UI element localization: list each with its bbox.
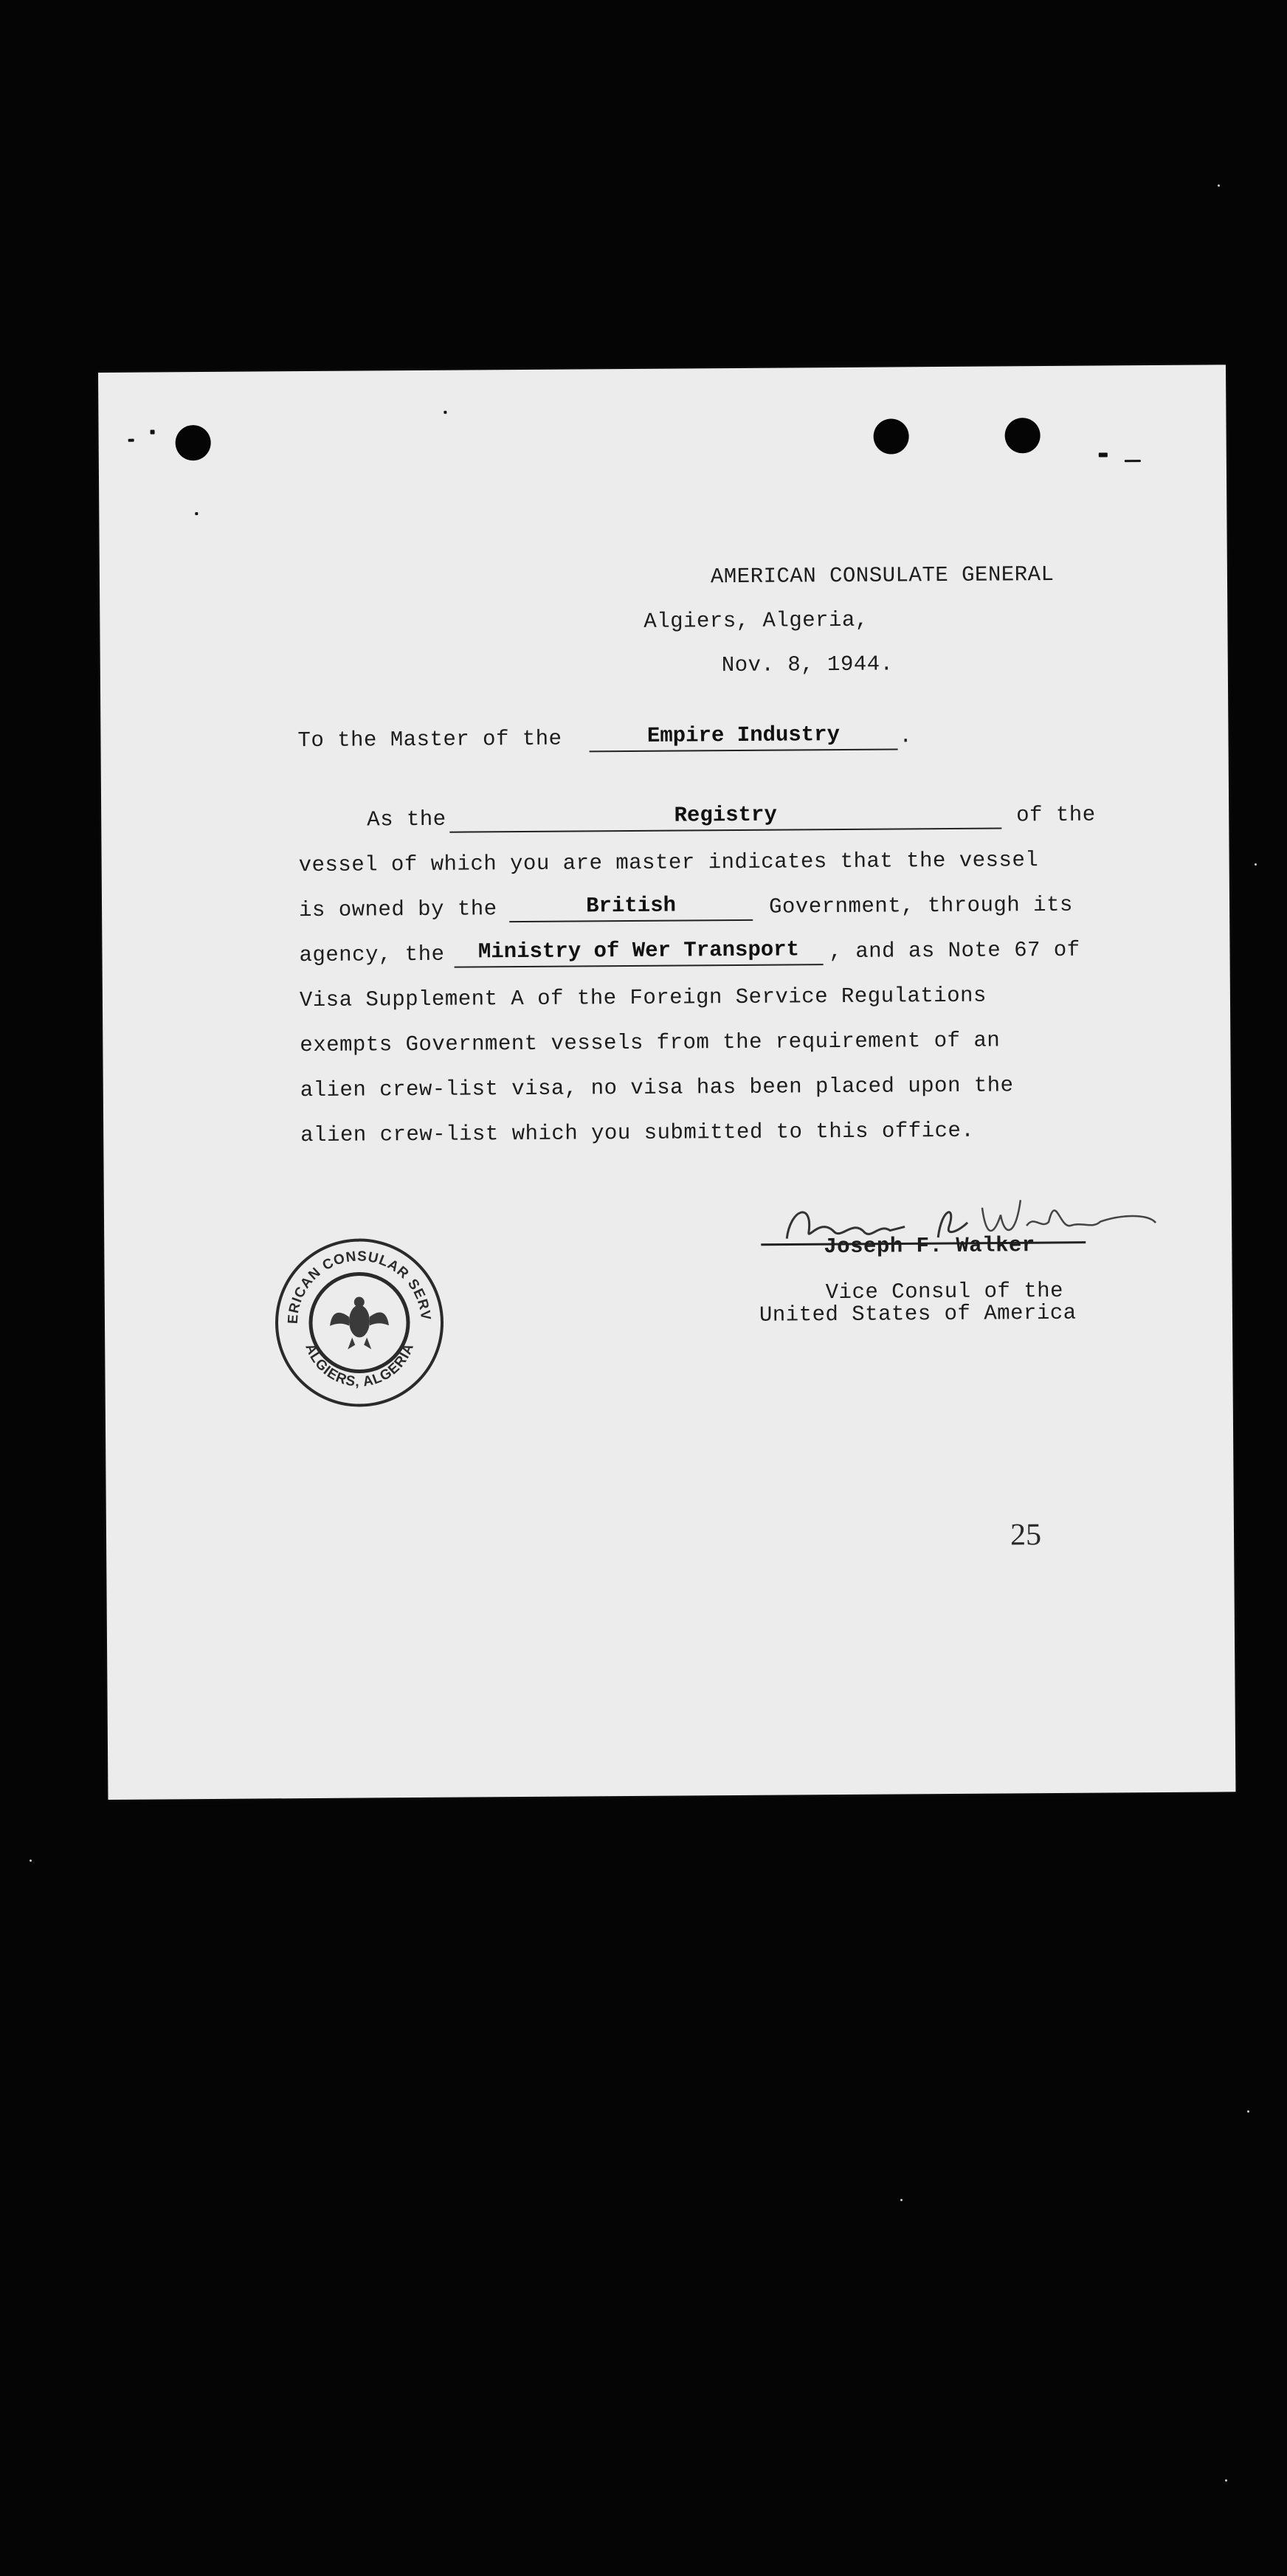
body-line-2: vessel of which you are master indicates that the vessel <box>298 848 1039 878</box>
body-line-3-suffix: Government, through its <box>768 892 1073 919</box>
body-line-6: exempts Government vessels from the requirement of an <box>300 1028 1001 1058</box>
consulate-heading: AMERICAN CONSULATE GENERAL <box>710 562 1055 590</box>
dust-speck <box>900 2199 903 2201</box>
salutation-suffix: . <box>899 724 913 749</box>
dust-speck <box>1247 2110 1249 2113</box>
agency-field: Ministry of Wer Transport <box>454 936 823 967</box>
document-type-field: Registry <box>449 799 1001 832</box>
signatory-title-1: Vice Consul of the <box>825 1278 1064 1305</box>
salutation-prefix: To the Master of the <box>297 726 562 753</box>
speck <box>195 512 198 515</box>
location-line: Algiers, Algeria, <box>644 607 869 634</box>
body-line-3-prefix: is owned by the <box>298 897 497 923</box>
page-number: 25 <box>1010 1518 1042 1553</box>
dust-speck <box>1218 184 1220 187</box>
seal-top-text: AMERICAN CONSULAR SERVICE <box>285 1249 434 1325</box>
speck <box>128 439 134 442</box>
body-line-5: Visa Supplement A of the Foreign Service Regulations <box>299 983 987 1013</box>
seal-bottom-text: ALGIERS, ALGERIA <box>302 1341 418 1390</box>
dust-speck <box>1255 863 1257 866</box>
consular-seal-stamp <box>270 1234 449 1416</box>
body-line-1-prefix: As the <box>367 807 446 832</box>
eagle-icon <box>330 1296 389 1350</box>
punch-hole-right <box>1004 418 1040 453</box>
date-line: Nov. 8, 1944. <box>721 652 894 678</box>
speck <box>444 411 446 414</box>
speck <box>151 429 155 434</box>
dust-speck <box>1225 2479 1227 2482</box>
punch-hole-left <box>176 425 211 460</box>
dust-speck <box>30 1860 32 1862</box>
punch-hole-middle <box>873 418 908 454</box>
speck <box>1099 452 1108 457</box>
body-line-8: alien crew-list which you submitted to this office. <box>300 1118 975 1148</box>
document-page <box>98 365 1235 1800</box>
body-line-1-suffix: of the <box>1016 802 1096 828</box>
signatory-title-2: United States of America <box>759 1300 1077 1327</box>
body-line-7: alien crew-list visa, no visa has been placed upon the <box>300 1073 1014 1103</box>
speck <box>1125 460 1141 462</box>
signatory-name: Joseph F. Walker <box>824 1233 1035 1260</box>
body-line-4-suffix: , and as Note 67 of <box>829 937 1080 964</box>
owner-country-field: British <box>509 891 753 922</box>
vessel-name-field: Empire Industry <box>589 720 897 752</box>
body-line-4-prefix: agency, the <box>299 942 445 968</box>
